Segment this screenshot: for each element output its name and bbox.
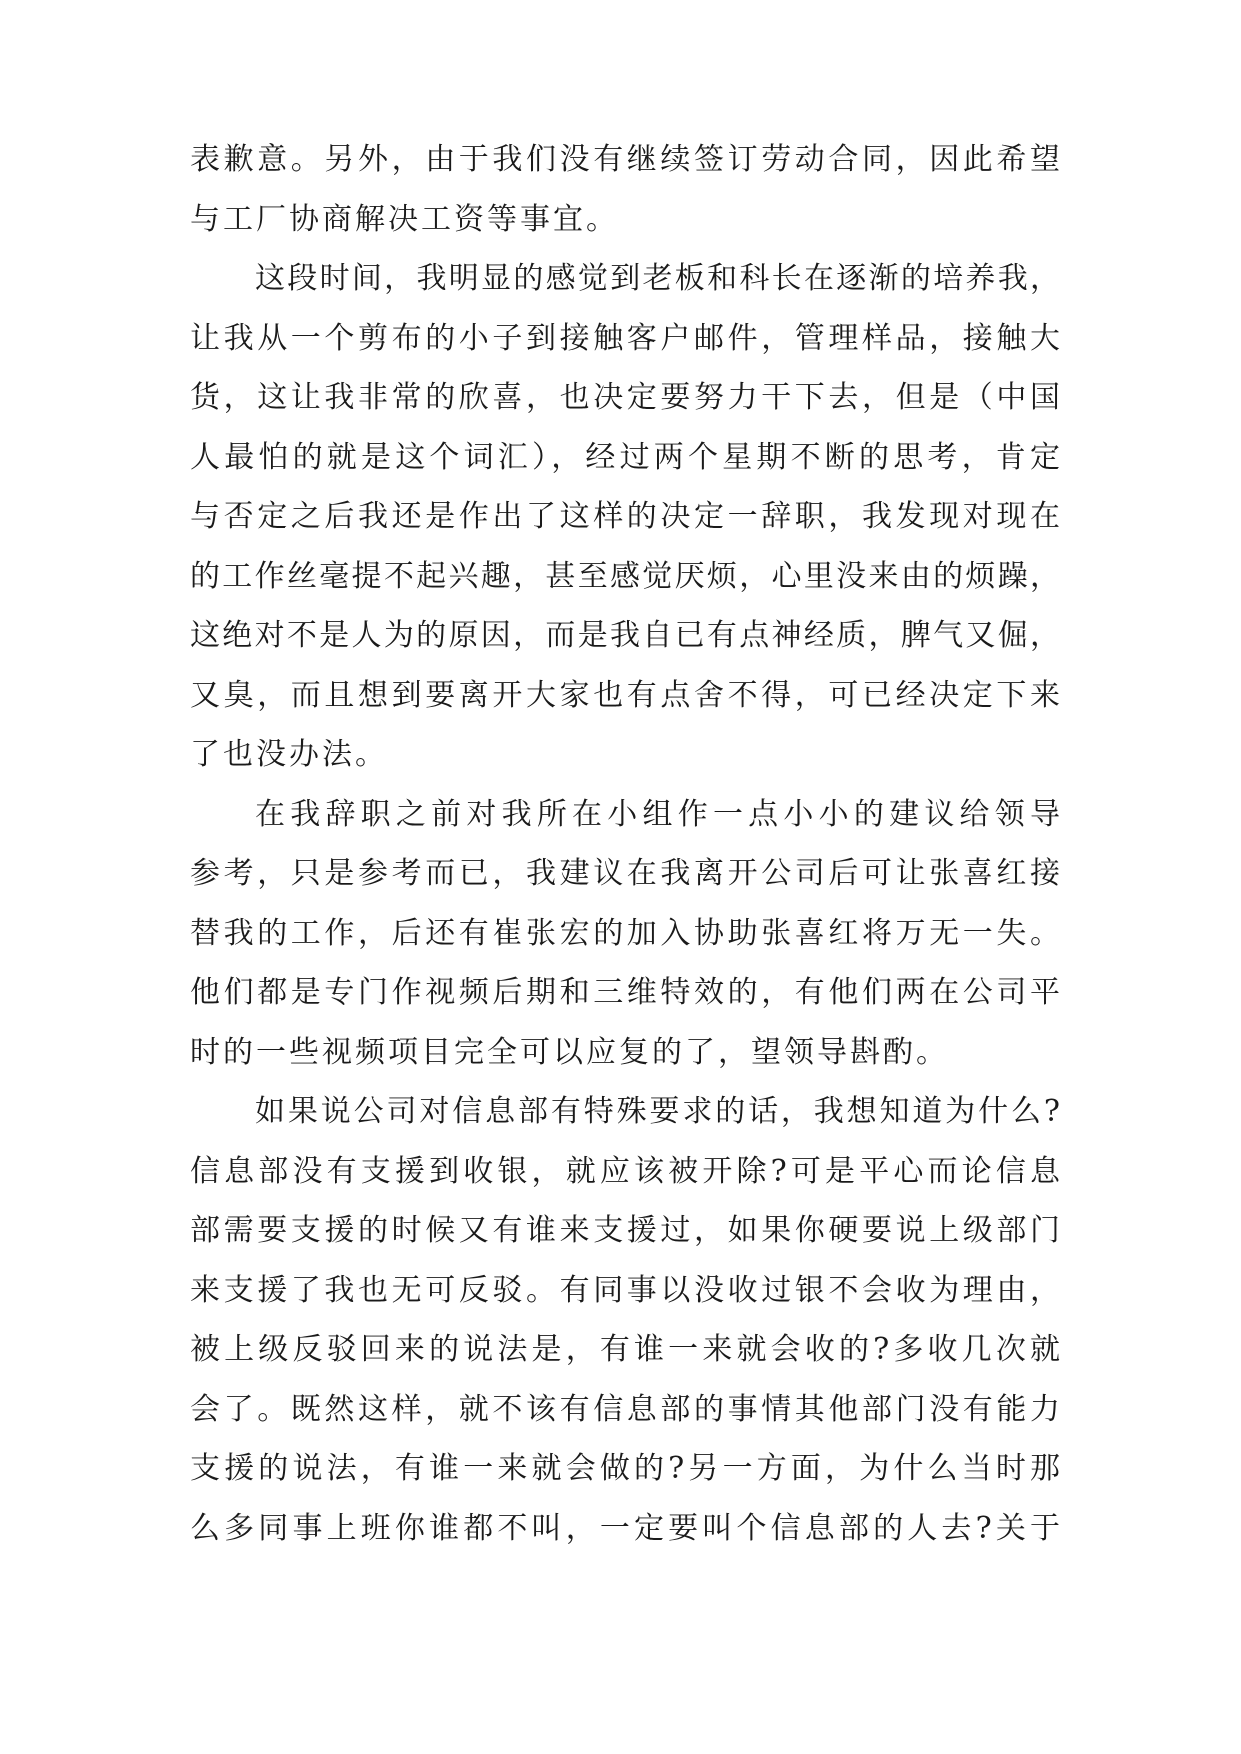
text-line: 替我的工作，后还有崔张宏的加入协助张喜红将万无一失。 (190, 916, 1060, 951)
text-line: 与工厂协商解决工资等事宜。 (190, 202, 619, 237)
text-line: 表歉意。另外，由于我们没有继续签订劳动合同，因此希望 (190, 142, 1060, 177)
text-line: 时的一些视频项目完全可以应复的了，望领导斟酌。 (190, 1035, 949, 1070)
text-line: 么多同事上班你谁都不叫，一定要叫个信息部的人去?关于 (190, 1511, 1060, 1546)
text-line: 部需要支援的时候又有谁来支援过，如果你硬要说上级部门 (190, 1213, 1060, 1248)
text-line: 让我从一个剪布的小子到接触客户邮件，管理样品，接触大 (190, 321, 1060, 356)
text-line: 会了。既然这样，就不该有信息部的事情其他部门没有能力 (190, 1392, 1060, 1427)
text-line: 他们都是专门作视频后期和三维特效的，有他们两在公司平 (190, 975, 1060, 1010)
text-line: 如果说公司对信息部有特殊要求的话，我想知道为什么? (255, 1094, 1060, 1129)
text-line: 货，这让我非常的欣喜，也决定要努力干下去，但是（中国 (190, 380, 1060, 415)
text-line: 了也没办法。 (190, 737, 388, 772)
text-line: 参考，只是参考而已，我建议在我离开公司后可让张喜红接 (190, 856, 1060, 891)
text-line: 与否定之后我还是作出了这样的决定一辞职，我发现对现在 (190, 499, 1060, 534)
text-line: 来支援了我也无可反驳。有同事以没收过银不会收为理由， (190, 1273, 1060, 1308)
text-line: 支援的说法，有谁一来就会做的?另一方面，为什么当时那 (190, 1451, 1060, 1486)
text-line: 这段时间，我明显的感觉到老板和科长在逐渐的培养我， (255, 261, 1060, 296)
text-line: 又臭，而且想到要离开大家也有点舍不得，可已经决定下来 (190, 678, 1060, 713)
text-line: 的工作丝毫提不起兴趣，甚至感觉厌烦，心里没来由的烦躁， (190, 559, 1060, 594)
text-line: 这绝对不是人为的原因，而是我自已有点神经质，脾气又倔， (190, 618, 1060, 653)
text-line: 信息部没有支援到收银，就应该被开除?可是平心而论信息 (190, 1154, 1060, 1189)
text-line: 在我辞职之前对我所在小组作一点小小的建议给领导 (255, 797, 1060, 832)
text-line: 被上级反驳回来的说法是，有谁一来就会收的?多收几次就 (190, 1332, 1060, 1367)
text-line: 人最怕的就是这个词汇），经过两个星期不断的思考，肯定 (190, 440, 1060, 475)
